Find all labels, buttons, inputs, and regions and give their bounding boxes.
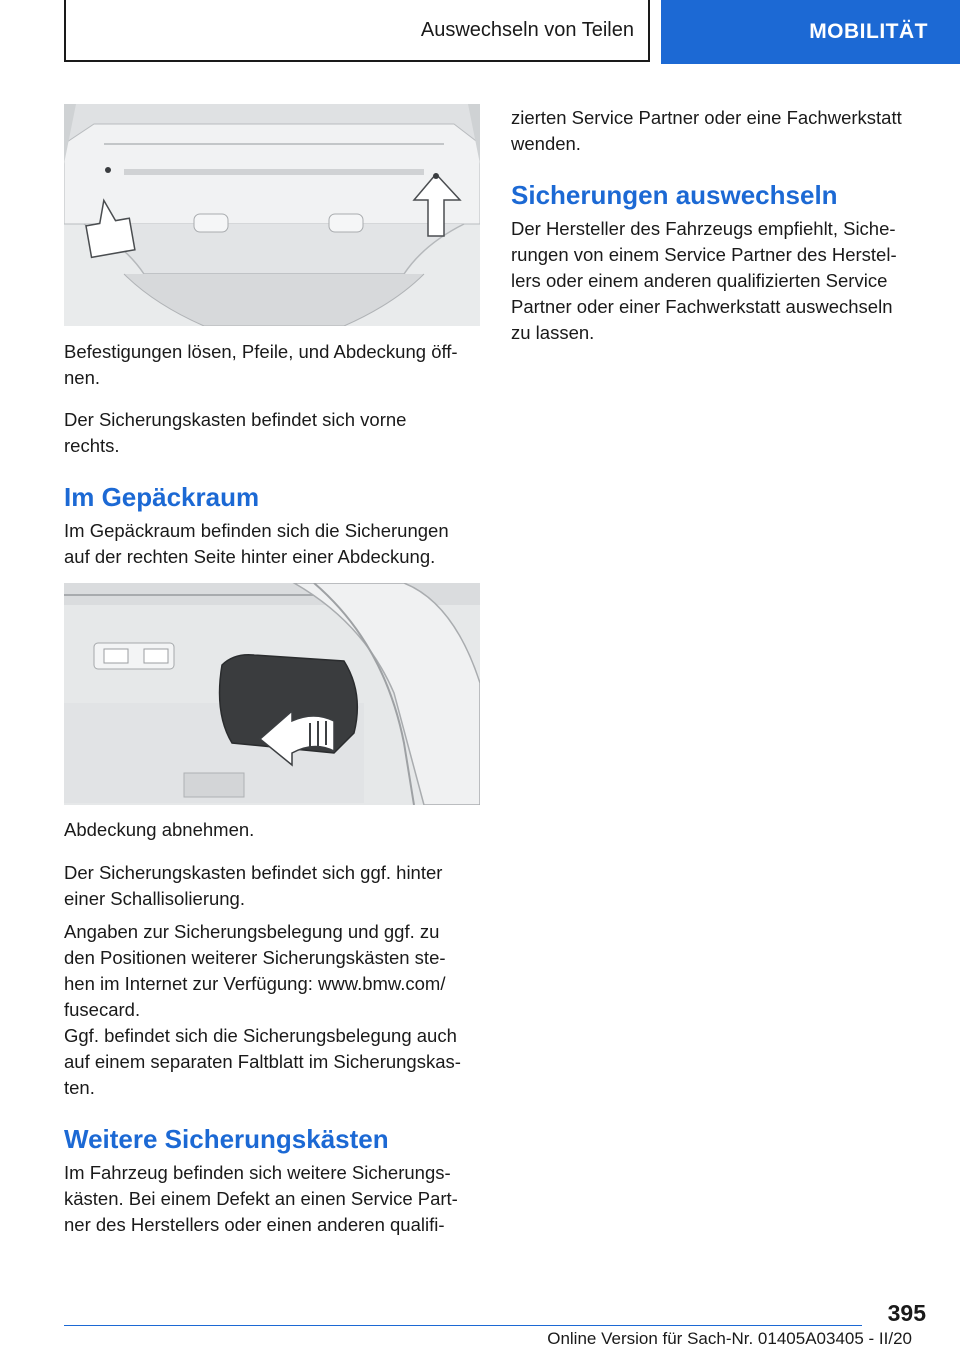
chapter-title: MOBILITÄT: [809, 20, 928, 43]
footer-online-version: Online Version für Sach-Nr. 01405A03405 - II/20: [547, 1329, 912, 1348]
paragraph-sound-insulation: Der Sicherungskasten befindet sich ggf. hinter einer Schallisolierung.: [64, 862, 443, 909]
running-header: [64, 0, 650, 62]
figure-fuse-cover-trunk: [64, 583, 480, 805]
paragraph-sicherungen-auswechseln: Der Hersteller des Fahrzeugs empfiehlt, Siche- rungen von einem Service Partner des Herstel- lers oder einem anderen qualifizierten Service Partner oder einer Fachwerkstatt auswechseln zu lassen.: [511, 218, 897, 343]
heading-gepaeckraum: Im Gepäckraum: [64, 482, 260, 512]
footer-divider: [64, 1325, 862, 1326]
figure-trunk-illustration: [64, 583, 480, 805]
chapter-tab: [661, 0, 960, 64]
figure-fuse-cover-front: [64, 104, 480, 326]
page-number: 395: [887, 1300, 926, 1326]
figure2-caption: Abdeckung abnehmen.: [64, 819, 255, 840]
paragraph-continuation: zierten Service Partner oder eine Fachwerkstatt wenden.: [511, 107, 902, 154]
figure-front-illustration: [64, 104, 480, 326]
paragraph-fuse-assignment-online: Angaben zur Sicherungsbelegung und ggf. zu den Positionen weiterer Sicherungskästen ste- hen im Internet zur Verfügung: www.bmw.com/ fusecard.: [64, 921, 446, 1020]
heading-sicherungen-auswechseln: Sicherungen auswechseln: [511, 180, 838, 210]
paragraph-weitere-sicherungskaesten: Im Fahrzeug befinden sich weitere Sicherungs- kästen. Bei einem Defekt an einen Service Part- ner des Herstellers oder einen anderen qualifi-: [64, 1162, 458, 1235]
section-title: Auswechseln von Teilen: [420, 18, 634, 41]
paragraph-fuse-leaflet: Ggf. befindet sich die Sicherungsbelegung auch auf einem separaten Faltblatt im Sicherungskas- ten.: [64, 1025, 461, 1098]
paragraph-gepaeckraum: Im Gepäckraum befinden sich die Sicherungen auf der rechten Seite hinter einer Abdeckung.: [64, 520, 449, 567]
heading-weitere-sicherungskaesten: Weitere Sicherungskästen: [64, 1124, 389, 1154]
figure1-caption: Befestigungen lösen, Pfeile, und Abdeckung öff- nen.: [64, 341, 458, 388]
paragraph-front-location: Der Sicherungskasten befindet sich vorne rechts.: [64, 409, 407, 456]
